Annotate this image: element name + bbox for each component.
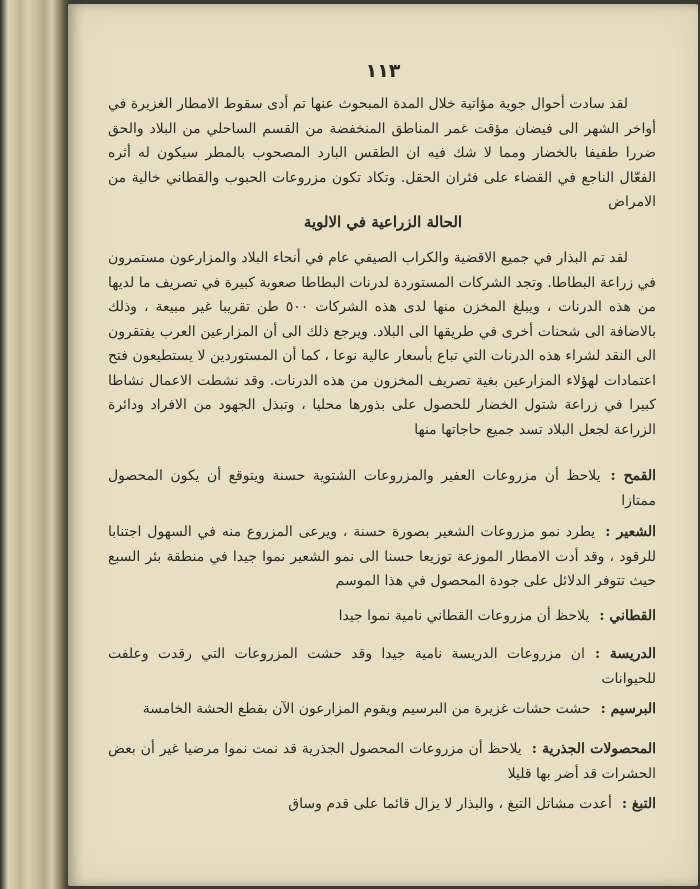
crop-name: الشعير : xyxy=(605,524,656,540)
book-page xyxy=(68,4,698,886)
crop-name: القمح : xyxy=(610,468,656,484)
crop-entry-root-crops xyxy=(108,737,656,786)
crop-name: التبغ : xyxy=(621,796,656,812)
intro-paragraph: لقد سادت أحوال جوية مؤاتية خلال المدة المبحوث عنها تم أدى سقوط الامطار الغزيرة في أواخر الشهر الى فيضان مؤقت غمر المناطق المنخفضة من القسم الساحلي من البلاد والحق ضررا طفيفا بالخضار ومما لا شك فيه ان الطقس البارد المصحوب بالمطر سيكون له أثره الفعّال الناجع في القضاء على فئران الحقل. وتكاد تكون مزروعات الحبوب والقطاني خالية من الامراض xyxy=(108,96,656,210)
intro-paragraph-block xyxy=(108,92,656,215)
book-binding xyxy=(0,0,70,889)
crop-name: القطاني : xyxy=(599,608,656,624)
crop-name: المحصولات الجذرية : xyxy=(531,741,656,757)
main-paragraph-block xyxy=(108,246,656,442)
crop-entry-wheat xyxy=(108,464,656,513)
crop-entry-fodder xyxy=(108,642,656,691)
crop-name: البرسيم : xyxy=(600,701,656,717)
crop-text: يلاحظ أن مزروعات العفير والمزروعات الشتوية حسنة ويتوقع أن يكون المحصول ممتازا xyxy=(108,468,656,509)
crop-text: يلاحظ أن مزروعات المحصول الجذرية قد نمت نموا مرضيا غير أن بعض الحشرات قد أضر بها قليلا xyxy=(108,741,656,782)
crop-name: الدريسة : xyxy=(594,646,656,662)
crop-text: يطرد نمو مزروعات الشعير بصورة حسنة ، ويرعى المزروع منه في السهول اجتنابا للرقود ، وقد أدت الامطار الموزعة توزيعا حسنا الى نمو الشعير نموا جيدا في منطقة بئر السبع حيث تتوفر الدلائل على جودة المحصول في هذا الموسم xyxy=(108,524,656,589)
crop-text: يلاحظ أن مزروعات القطاني نامية نموا جيدا xyxy=(338,608,590,624)
crop-text: حشت حشات غزيرة من البرسيم ويقوم المزارعون الآن بقطع الحشة الخامسة xyxy=(142,701,591,717)
page-number: ١١٣ xyxy=(365,60,401,82)
crop-entry-clover xyxy=(108,697,656,722)
crop-entry-tobacco xyxy=(108,792,656,817)
crop-text: أعدت مشاتل التبغ ، والبذار لا يزال قائما على قدم وساق xyxy=(288,796,612,812)
main-paragraph: لقد تم البذار في جميع الاقضية والكراب الصيفي عام في أنحاء البلاد والمزارعون مستمرون في زراعة البطاطا. وتجد الشركات المستوردة لدرنات البطاطا صعوبة كبيرة في تصريف ما لديها من هذه الدرنات ، ويبلغ المخزن منها لدى هذه الشركات ٥٠٠ طن تقريبا غير مبيعة ، وذلك بالاضافة الى شحنات أخرى في طريقها الى البلاد. ويرجع ذلك الى أن المزارعين العرب يفتقرون الى النقد لشراء هذه الدرنات التي تباع بأسعار عالية نوعا ، كما أن المستوردين لا يستطيعون فتح اعتمادات لهؤلاء المزارعين بغية تصريف المخزون من هذه الدرنات. وقد نشطت الاعمال نشاطا كبيرا في زراعة شتول الخضار للحصول على بذورها محليا ، وتبذل الجهود من الافراد ودائرة الزراعة لجعل البلاد تسد جميع حاجاتها منها xyxy=(108,250,657,438)
crop-text: ان مزروعات الدريسة نامية جيدا وقد حشت المزروعات التي رقدت وعلفت للحيوانات xyxy=(108,646,656,687)
section-heading: الحالة الزراعية في الالوية xyxy=(303,213,463,231)
crop-entry-legumes xyxy=(108,604,656,629)
crop-entry-barley xyxy=(108,520,656,594)
